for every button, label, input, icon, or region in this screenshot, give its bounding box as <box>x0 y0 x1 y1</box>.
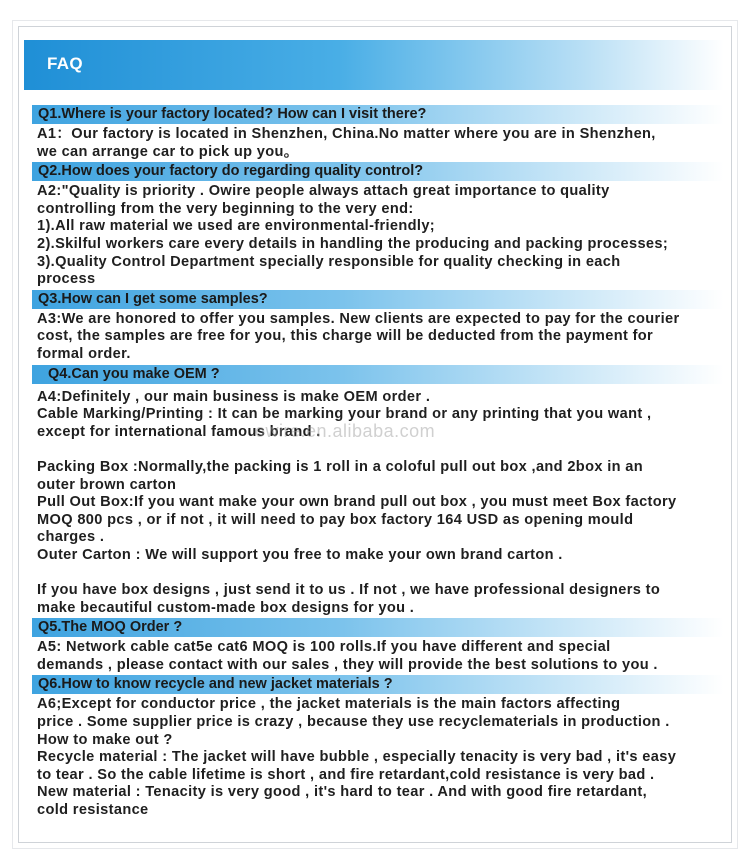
answer-line: we can arrange car to pick up you。 <box>37 143 299 160</box>
question-6: Q6.How to know recycle and new jacket materials ? <box>32 675 724 694</box>
answer-5 <box>30 639 724 674</box>
faq-item-4 <box>30 365 724 618</box>
answer-line: 1).All raw material we used are environmental-friendly; <box>37 218 435 235</box>
answer-line: 3).Quality Control Department specially responsible for quality checking in each <box>37 253 621 270</box>
answer-line: price . Some supplier price is crazy , because they use recyclematerials in production . <box>37 714 670 731</box>
question-4: Q4.Can you make OEM ? <box>32 365 724 384</box>
answer-line: to tear . So the cable lifetime is short , and fire retardant,cold resistance is very bad . <box>37 766 655 783</box>
answer-line: demands , please contact with our sales , they will provide the best solutions to you . <box>37 656 658 673</box>
answer-line: charges . <box>37 529 105 546</box>
question-3: Q3.How can I get some samples? <box>32 290 724 309</box>
answer-line: A3:We are honored to offer you samples. New clients are expected to pay for the courier <box>37 310 680 327</box>
answer-line: make becautiful custom-made box designs for you . <box>37 599 415 616</box>
answer-line: Packing Box :Normally,the packing is 1 roll in a coloful pull out box ,and 2box in an <box>37 458 644 475</box>
answer-spacer <box>37 441 724 459</box>
answer-line: MOQ 800 pcs , or if not , it will need to pay box factory 164 USD as opening mould <box>37 511 634 528</box>
question-2: Q2.How does your factory do regarding quality control? <box>32 162 724 181</box>
answer-line: If you have box designs , just send it to us . If not , we have professional designers to <box>37 582 661 599</box>
faq-item-5 <box>30 618 724 674</box>
answer-line: outer brown carton <box>37 476 177 493</box>
answer-line: A4:Definitely , our main business is make OEM order . <box>37 388 431 405</box>
answer-line: New material : Tenacity is very good , it's hard to tear . And with good fire retardant, <box>37 784 648 801</box>
answer-line: 2).Skilful workers care every details in handling the producing and packing processes; <box>37 235 669 252</box>
answer-3 <box>30 311 724 364</box>
watermark: owire.en.alibaba.com <box>255 421 436 441</box>
question-5: Q5.The MOQ Order ? <box>32 618 724 637</box>
answer-spacer <box>37 564 724 582</box>
answer-line: Recycle material : The jacket will have bubble , especially tenacity is very bad , it's easy <box>37 749 677 766</box>
answer-line: cold resistance <box>37 802 149 818</box>
page-title: FAQ <box>47 54 83 73</box>
answer-line: A1：Our factory is located in Shenzhen, China.No matter where you are in Shenzhen, <box>37 126 656 142</box>
answer-6 <box>30 696 724 819</box>
answer-line: cost, the samples are free for you, this charge will be deducted from the payment for <box>37 328 654 345</box>
answer-line: Outer Carton : We will support you free to make your own brand carton . <box>37 546 563 563</box>
answer-line: A2:"Quality is priority . Owire people always attach great importance to quality <box>37 183 610 200</box>
answer-line: Cable Marking/Printing : It can be marking your brand or any printing that you want , <box>37 406 652 423</box>
faq-item-2 <box>30 162 724 289</box>
answer-line: Pull Out Box:If you want make your own brand pull out box , you must meet Box factory <box>37 494 677 511</box>
answer-line: formal order. <box>37 345 131 362</box>
answer-1 <box>30 126 724 161</box>
answer-line: controlling from the very beginning to the very end: <box>37 200 414 217</box>
answer-line: How to make out ? <box>37 731 173 748</box>
faq-item-1 <box>30 105 724 161</box>
faq-item-6 <box>30 675 724 819</box>
faq-list <box>30 105 724 821</box>
answer-line: process <box>37 271 96 288</box>
answer-2 <box>30 183 724 289</box>
faq-item-3 <box>30 290 724 364</box>
answer-line: except for international famous brand . <box>37 423 321 440</box>
faq-banner <box>24 40 724 90</box>
question-1: Q1.Where is your factory located? How can I visit there? <box>32 105 724 124</box>
answer-line: A6;Except for conductor price , the jacket materials is the main factors affecting <box>37 696 621 713</box>
answer-line: A5: Network cable cat5e cat6 MOQ is 100 rolls.If you have different and special <box>37 639 611 656</box>
